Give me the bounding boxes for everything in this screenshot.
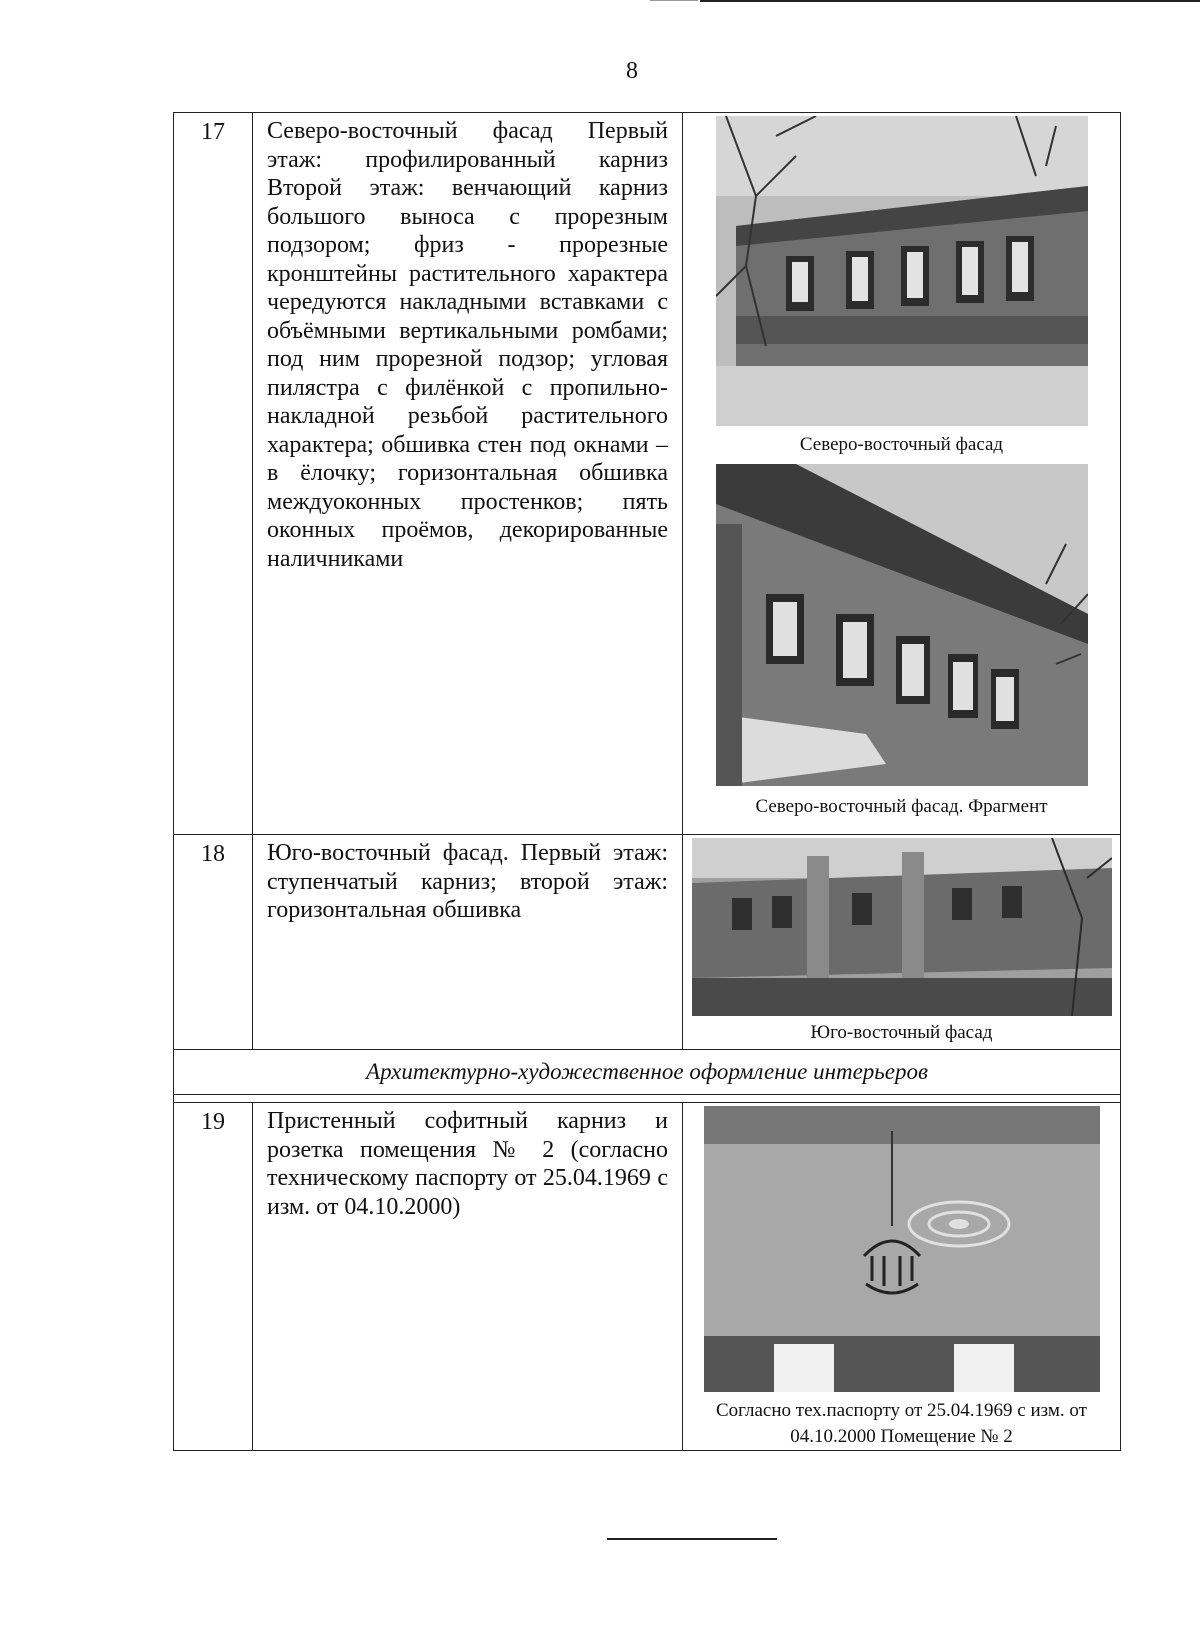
row-number: 18 — [174, 835, 253, 1050]
table-row — [174, 113, 1121, 835]
page-number: 8 — [626, 58, 638, 84]
photo-north-east-facade-fragment — [716, 464, 1088, 786]
row-number: 17 — [174, 113, 253, 835]
row-description: Северо-восточный фасад Первый этаж: профилированный карниз Второй этаж: венчающий карниз большого выноса с прорезным подзором; фриз - прорезные кронштейны растительного характера чередуются накладными вставками с объёмными вертикальными ромбами; под ним прорезной подзор; угловая пилястра с филёнкой с пропильно-накладной резьбой растительного характера; обшивка стен под окнами – в ёлочку; горизонтальная обшивка междуоконных простенков; пять оконных проёмов, декорированные наличниками — [253, 113, 683, 835]
objects-table — [173, 112, 1121, 1451]
table-row — [174, 1103, 1121, 1451]
photo-cell — [683, 835, 1121, 1050]
row-description: Пристенный софитный карниз и розетка помещения № 2 (согласно техническому паспорту от 25.04.1969 с изм. от 04.10.2000) — [253, 1103, 683, 1451]
photo-caption: Согласно тех.паспорту от 25.04.1969 с изм. от 04.10.2000 Помещение № 2 — [716, 1400, 1087, 1447]
photo-caption: Юго-восточный фасад — [810, 1022, 993, 1043]
table-row — [174, 835, 1121, 1050]
bottom-rule — [607, 1538, 777, 1540]
photo-caption: Северо-восточный фасад — [799, 434, 1004, 455]
section-title: Архитектурно-художественное оформление интерьеров — [174, 1050, 1121, 1095]
top-rule — [700, 0, 1200, 2]
photo-south-east-facade — [692, 838, 1112, 1016]
photo-cell — [683, 113, 1121, 835]
photo-caption: Северо-восточный фасад. Фрагмент — [755, 796, 1048, 817]
photo-north-east-facade — [716, 116, 1088, 426]
photo-cell — [683, 1103, 1121, 1451]
photo-room-2-ceiling — [704, 1106, 1100, 1392]
spacer-row — [174, 1095, 1121, 1103]
row-number: 19 — [174, 1103, 253, 1451]
row-description: Юго-восточный фасад. Первый этаж: ступенчатый карниз; второй этаж: горизонтальная обшивка — [253, 835, 683, 1050]
section-header-row — [174, 1050, 1121, 1095]
top-rule-short — [650, 0, 698, 1]
